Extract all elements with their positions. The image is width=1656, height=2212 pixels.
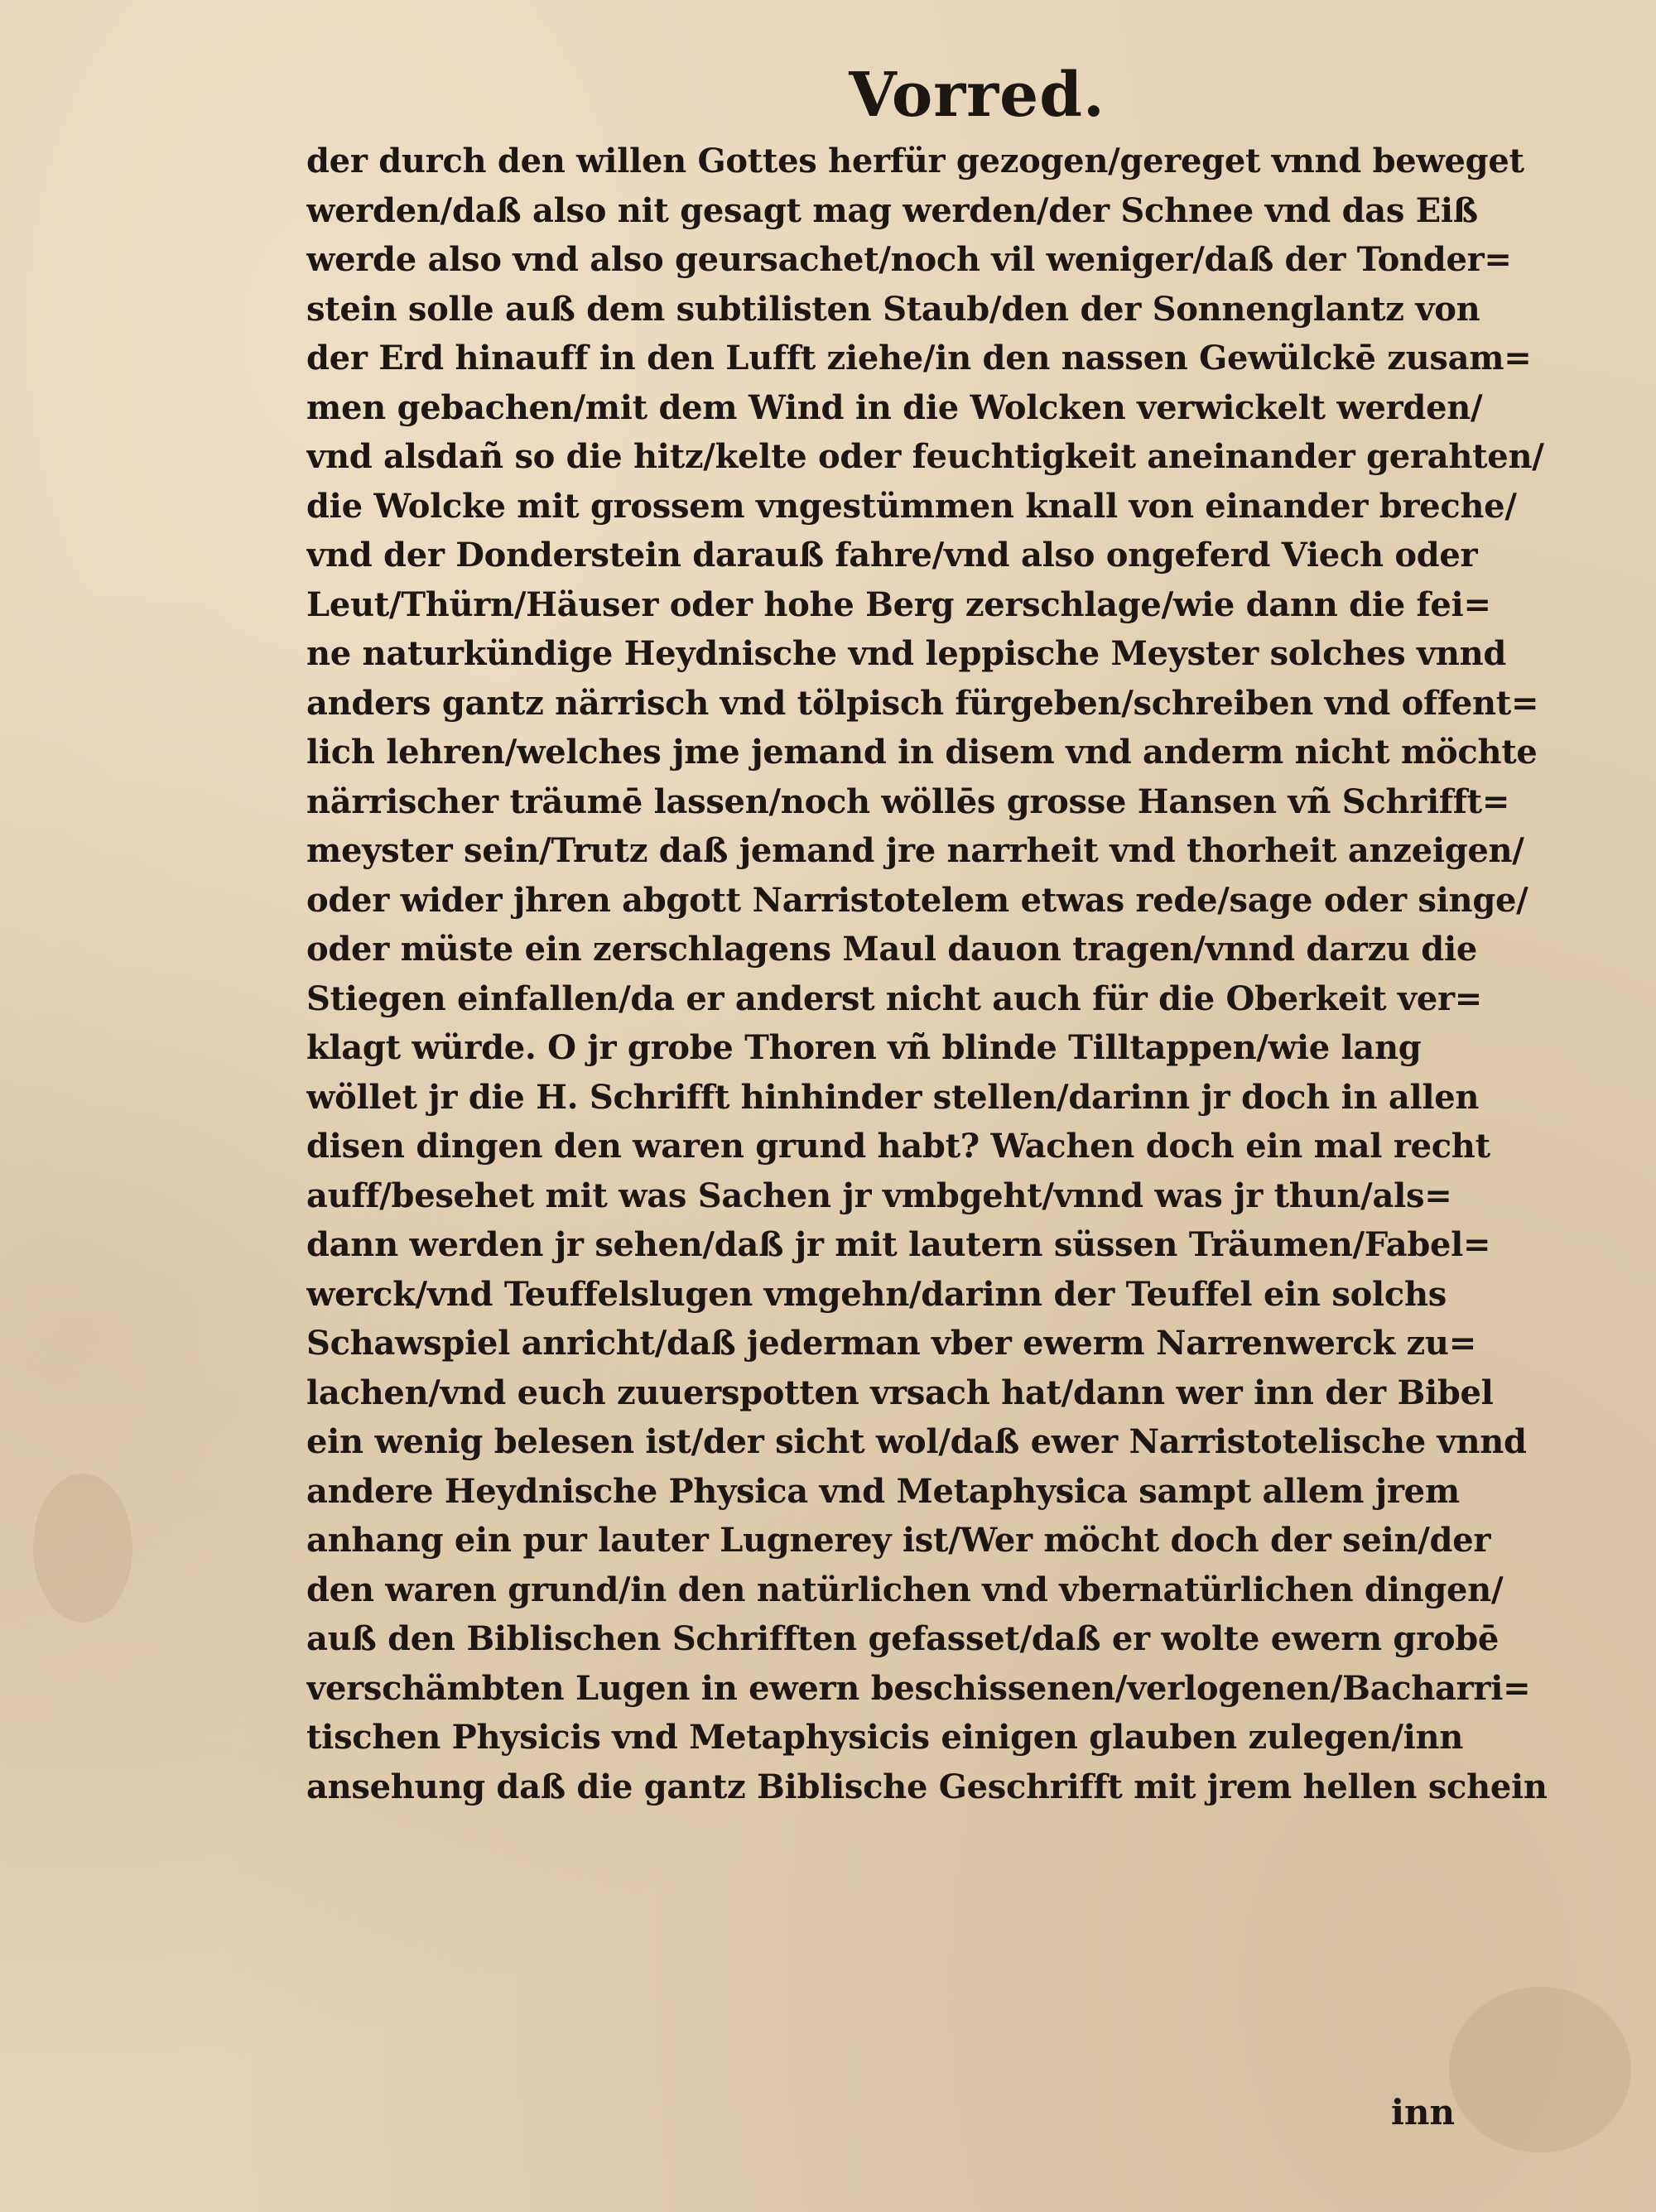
paper-stain (1449, 1987, 1631, 2152)
text-line: auff/besehet mit was Sachen jr vmbgeht/vnnd was jr thun/als= (306, 1176, 1452, 1215)
text-line: vnd der Donderstein darauß fahre/vnd also ongeferd Viech oder (306, 536, 1478, 575)
text-line: der Erd hinauff in den Lufft ziehe/in den nassen Gewülckē zusam= (306, 339, 1532, 377)
text-line: tischen Physicis vnd Metaphysicis einigen glauben zulegen/inn (306, 1718, 1464, 1757)
text-line: Stiegen einfallen/da er anderst nicht auch für die Oberkeit ver= (306, 979, 1482, 1018)
text-line: anders gantz närrisch vnd tölpisch fürgeben/schreiben vnd offent= (306, 683, 1539, 723)
text-line: auß den Biblischen Schrifften gefasset/daß er wolte ewern grobē (306, 1619, 1500, 1658)
text-line: oder müste ein zerschlagens Maul dauon tragen/vnnd darzu die (306, 930, 1478, 969)
text-line: lich lehren/welches jme jemand in disem vnd anderm nicht möchte (306, 733, 1538, 772)
text-line: werck/vnd Teuffelslugen vmgehn/darinn der Teuffel ein solchs (306, 1274, 1447, 1314)
text-line: lachen/vnd euch zuuerspotten vrsach hat/dann wer inn der Bibel (306, 1373, 1494, 1412)
text-line: der durch den willen Gottes herfür gezogen/gereget vnnd beweget (306, 142, 1524, 180)
text-line: ne naturkündige Heydnische vnd leppische Meyster solches vnnd (306, 634, 1507, 673)
text-line: anhang ein pur lauter Lugnerey ist/Wer möcht doch der sein/der (306, 1521, 1491, 1560)
paper-stain (33, 1474, 132, 1623)
text-line: andere Heydnische Physica vnd Metaphysica sampt allem jrem (306, 1471, 1460, 1511)
text-line: ansehung daß die gantz Biblische Geschrifft mit jrem hellen schein (306, 1767, 1548, 1806)
text-line: vnd alsdañ so die hitz/kelte oder feuchtigkeit aneinander gerahten/ (306, 437, 1544, 476)
text-line: meyster sein/Trutz daß jemand jre narrheit vnd thorheit anzeigen/ (306, 831, 1524, 870)
text-line: ein wenig belesen ist/der sicht wol/daß ewer Narristotelische vnnd (306, 1422, 1527, 1461)
catchword: inn (1391, 2092, 1456, 2133)
text-line: Schawspiel anricht/daß jederman vber ewerm Narrenwerck zu= (306, 1324, 1476, 1363)
page-header: Vorred. (849, 60, 1105, 131)
text-line: werde also vnd also geursachet/noch vil weniger/daß der Tonder= (306, 240, 1512, 279)
text-line: den waren grund/in den natürlichen vnd vbernatürlichen dingen/ (306, 1570, 1504, 1609)
text-line: Leut/Thürn/Häuser oder hohe Berg zerschlage/wie dann die fei= (306, 584, 1491, 624)
text-line: verschämbten Lugen in ewern beschissenen/verlogenen/Bacharri= (306, 1668, 1531, 1708)
body-text (306, 137, 1598, 1811)
text-line: wöllet jr die H. Schrifft hinhinder stellen/darinn jr doch in allen (306, 1077, 1480, 1117)
text-line: klagt würde. O jr grobe Thoren vñ blinde Tilltappen/wie lang (306, 1028, 1422, 1067)
text-line: die Wolcke mit grossem vngestümmen knall von einander breche/ (306, 486, 1517, 526)
text-line: disen dingen den waren grund habt? Wachen doch ein mal recht (306, 1127, 1490, 1166)
text-line: närrischer träumē lassen/noch wöllēs grosse Hansen vñ Schrifft= (306, 781, 1510, 821)
text-line: oder wider jhren abgott Narristotelem etwas rede/sage oder singe/ (306, 880, 1528, 920)
text-line: men gebachen/mit dem Wind in die Wolcken verwickelt werden/ (306, 387, 1483, 427)
text-line: dann werden jr sehen/daß jr mit lautern süssen Träumen/Fabel= (306, 1225, 1491, 1264)
text-line: werden/daß also nit gesagt mag werden/der Schnee vnd das Eiß (306, 190, 1478, 230)
text-line: stein solle auß dem subtilisten Staub/den der Sonnenglantz von (306, 289, 1480, 329)
